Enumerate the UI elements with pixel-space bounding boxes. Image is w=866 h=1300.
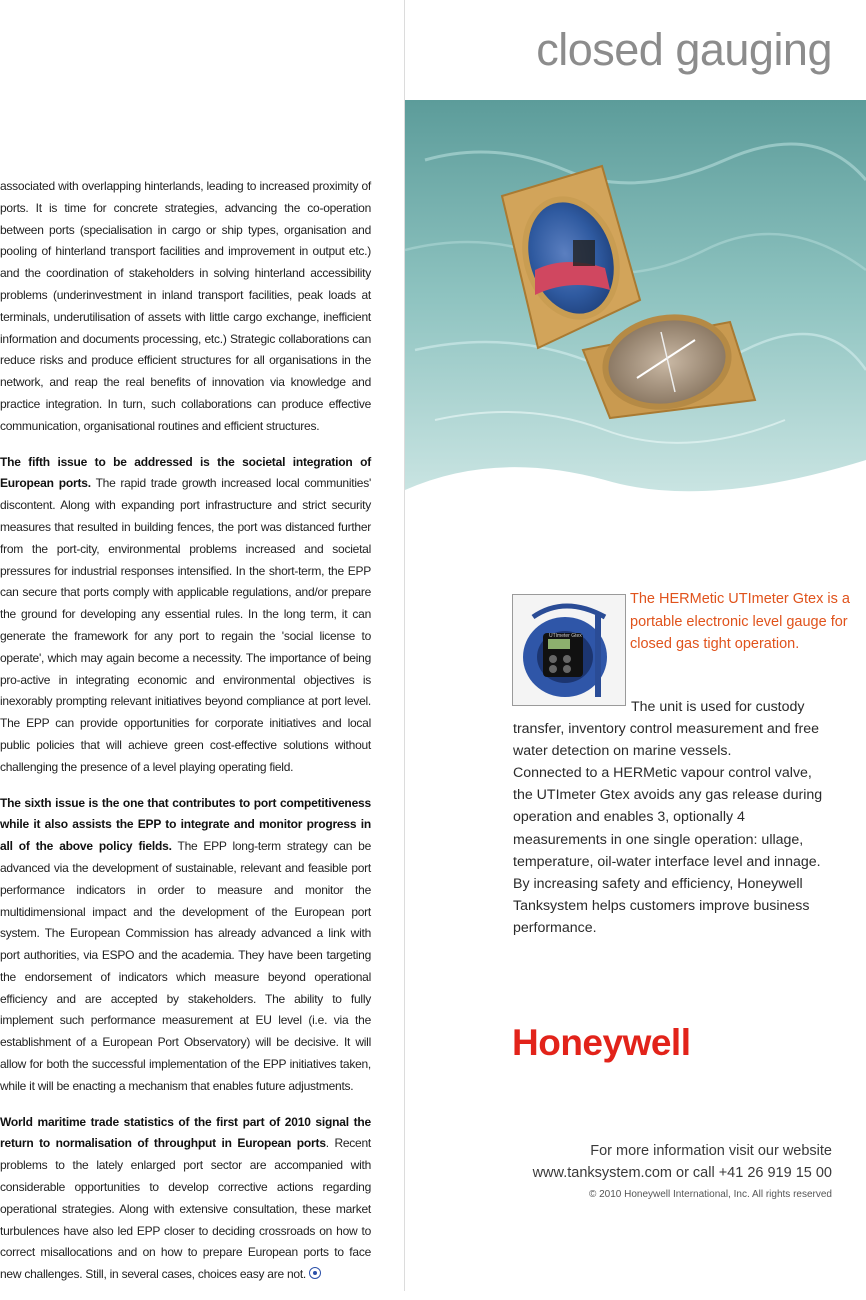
contact-line-phone[interactable]: www.tanksystem.com or call +41 26 919 15 00	[532, 1165, 832, 1181]
paragraph-body: The rapid trade growth increased local communities' discontent. Along with expanding port infrastructure and strict security measures that resulted in building fences, the port was distanced further from the port-city, environmental problems increased and societal pressures for industrial responses intensified. In the short-term, the EPP can secure that ports comply with applicable regulations, and/or prepare the ground for developing any essential rules. In the long term, it can generate the framework for any port to regain the 'social license to operate', which may again become a necessity. The importance of being pro-active in integrating economic and environmental objectives is inexorably prompting relevant initiatives beyond compliance at port level. The EPP can provide opportunities for corporate initiatives and local public policies that will achieve green cost-effective solutions without challenging the presence of a level playing operating field.	[0, 476, 371, 774]
device-label: UTImeter Gtex	[549, 633, 582, 639]
product-photo	[512, 594, 626, 706]
contact-line-website: For more information visit our website	[590, 1143, 832, 1159]
paragraph-lead: The fifth issue to be addressed is the societal integration of European ports.	[0, 454, 371, 491]
paragraph-trade-statistics	[0, 1112, 371, 1286]
end-of-article-icon	[309, 1267, 321, 1279]
level-gauge-illustration	[513, 595, 625, 705]
water-hero-image	[405, 100, 866, 500]
copyright-notice: © 2010 Honeywell International, Inc. All rights reserved	[588, 1189, 832, 1200]
article-column	[0, 176, 371, 1300]
description-intro: The unit is used for custody transfer, inventory control measurement and free water detection on marine vessels.	[513, 699, 819, 760]
paragraph-hinterland: associated with overlapping hinterlands, leading to increased proximity of ports. It is time for concrete strategies, advancing the co-operation between ports (specialisation in cargo or ship types, organisation and pooling of hinterland transport facilities and improvement in output etc.) and the coordination of stakeholders in solving hinterland accessibility problems (underinvestment in inland transport facilities, peak loads at terminals, underutilisation of assets with little cargo exchange, inefficient information and documents processing, etc.) Strategic collaborations can reduce risks and produce efficient structures for all organisations in the network, and reap the real benefits of innovation via knowledge and practice integration. In turn, such collaborations can produce effective communication, organisational routines and efficient structures.	[0, 179, 371, 433]
paragraph-body: . Recent problems to the lately enlarged port sector are accompanied with considerable opportunities to develop corrective actions regarding operational strategies. Along with extensive consultation, these market turbulences have also led EPP closer to deciding crossroads on how to correct misallocations and on how to prepare European ports to face new challenges. Still, in several cases, choices easy are not.	[0, 1136, 371, 1282]
description-benefit: By increasing safety and efficiency, Honeywell Tanksystem helps customers improve business performance.	[513, 875, 810, 936]
paragraph-competitiveness	[0, 793, 371, 1098]
contact-info	[533, 1140, 832, 1184]
advertisement	[405, 0, 866, 1291]
honeywell-logo: Honeywell	[512, 1022, 691, 1063]
paragraph-societal-integration	[0, 452, 371, 779]
description-detail: Connected to a HERMetic vapour control valve, the UTImeter Gtex avoids any gas release during operation and enables 3, optionally 4 measurements in one single operation: ullage, temperature, oil-water interface level and innage.	[513, 765, 823, 870]
product-description	[513, 696, 833, 939]
paragraph-lead: World maritime trade statistics of the first part of 2010 signal the return to normalisation of throughput in European ports	[0, 1114, 371, 1151]
product-headline: The HERMetic UTImeter Gtex is a portable electronic level gauge for closed gas tight operation.	[630, 591, 850, 652]
paragraph-lead: The sixth issue is the one that contributes to port competitiveness while it also assists the EPP to integrate and monitor progress in all of the above policy fields.	[0, 795, 371, 854]
paragraph-body: The EPP long-term strategy can be advanced via the development of sustainable, relevant and feasible port performance indicators in order to measure and monitor the multidimensional impact and the development of the European port system. The European Commission has already advanced a link with port authorities, via ESPO and the academia. They have been targeting the endorsement of indicators which measure beyond operational efficiency and are accepted by stakeholders. The ability to fully implement such performance measurement at EU level (i.e. via the establishment of a European Port Observatory) will be decisive. It will allow for both the successful implementation of the EPP initiatives taken, while it will be enacting a mechanism that enables future adjustments.	[0, 839, 371, 1093]
ad-title: closed gauging	[536, 24, 832, 75]
